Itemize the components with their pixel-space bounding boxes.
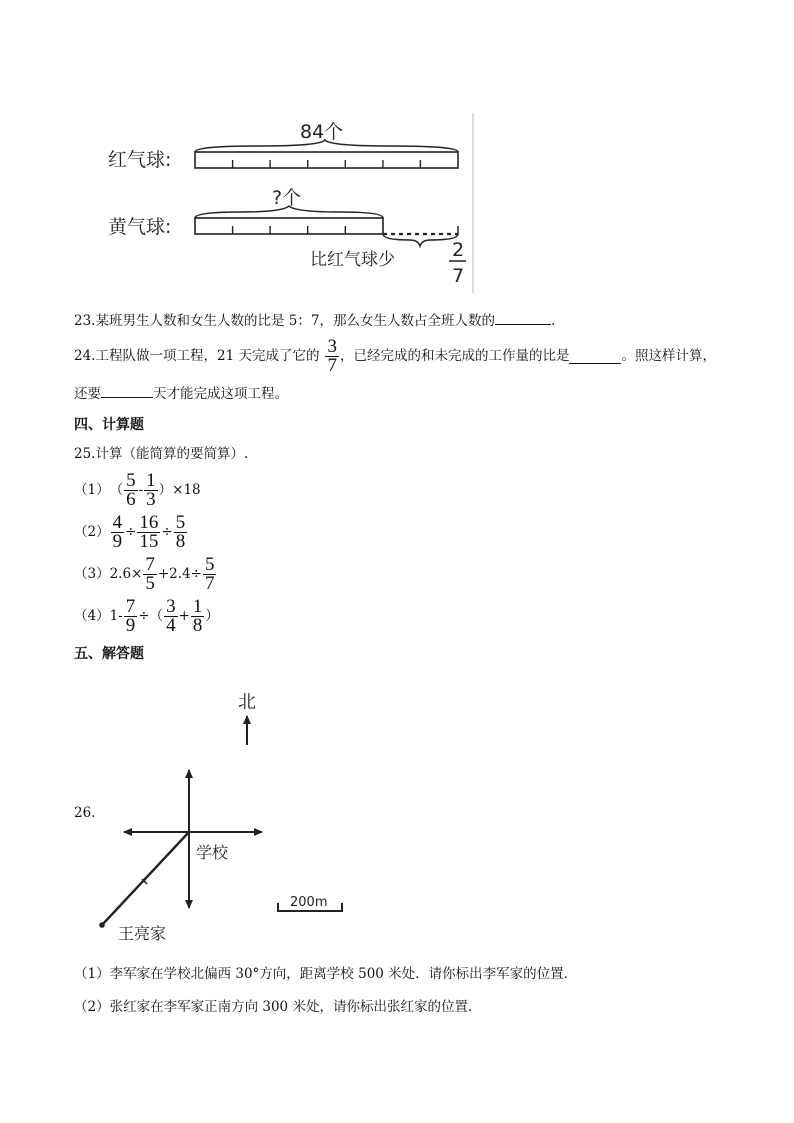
q26-sub-1: （1）李军家在学校北偏西 30°方向，距离学校 500 米处．请你标出李军家的位置． — [74, 966, 578, 982]
q24-text-1: 工程队做一项工程，21 天完成了它的 — [95, 348, 320, 364]
q25-part-3: （3） 2.6× $\frac{7}{5}$ +2.4÷ $\frac{5}{7}$ — [74, 553, 215, 594]
scale-label: 200m — [290, 895, 328, 910]
section-4-title: 四、计算题 — [74, 417, 144, 433]
q23-answer-blank[interactable] — [495, 310, 551, 325]
q24-text-2: ，已经完成的和未完成的工作量的比是 — [339, 348, 570, 364]
school-label: 学校 — [196, 843, 229, 862]
q26-sub-2: （2）张红家在李军家正南方向 300 米处，请你标出张红家的位置． — [74, 999, 482, 1015]
q24-text-5: 天才能完成这项工程。 — [153, 386, 288, 402]
less-fraction-numerator: 2 — [452, 239, 465, 261]
q23-number: 23. — [74, 313, 96, 329]
q23-text: 某班男生人数和女生人数的比是 5：7，那么女生人数占全班人数的 — [95, 313, 495, 329]
less-label: 比红气球少 — [310, 250, 395, 270]
question-23 — [74, 310, 555, 330]
balloon-diagram — [100, 108, 480, 296]
q25-part-4: （4） 1- $\frac{7}{9}$ ÷（ $\frac{3}{4}$ + $\frac{1}{8}$ ） — [74, 595, 219, 636]
q25-text: 计算（能简算的要简算）. — [95, 446, 249, 462]
q25-part-2: （2） $\frac{4}{9}$ ÷ $\frac{16}{15}$ ÷ $\frac{5}{8}$ — [74, 511, 186, 552]
section-5-title: 五、解答题 — [74, 646, 144, 662]
red-balloon-bar — [195, 152, 458, 168]
q25-part-1: （1） （ $\frac{5}{6}$ - $\frac{1}{3}$ ）×18 — [74, 469, 201, 510]
question-25 — [74, 445, 248, 463]
balloon-figure — [100, 108, 480, 296]
q24-fraction: $\frac{3}{7}$ — [327, 335, 337, 376]
q24-text-3: 。照这样计算， — [621, 348, 716, 364]
home-point — [99, 922, 105, 928]
q25-number: 25. — [74, 446, 96, 462]
yellow-bar-ticks — [233, 226, 346, 234]
question-24-line-2 — [74, 383, 288, 403]
yellow-balloon-label: 黄气球: — [108, 216, 172, 238]
q26-map — [92, 680, 352, 942]
q24-number: 24. — [74, 348, 96, 364]
less-fraction-denominator: 7 — [452, 265, 465, 287]
home-label: 王亮家 — [118, 924, 167, 942]
north-label: 北 — [238, 692, 256, 713]
direction-map — [92, 680, 352, 942]
question-24 — [74, 336, 716, 376]
red-bar-ticks — [233, 160, 421, 168]
path-to-home — [102, 832, 189, 925]
red-balloon-value: 84个 — [300, 121, 344, 143]
difference-brace — [383, 234, 458, 246]
yellow-balloon-bar — [195, 218, 383, 234]
yellow-balloon-value: ?个 — [272, 187, 302, 209]
q23-tail: . — [550, 313, 556, 329]
q24-days-blank[interactable] — [101, 383, 153, 398]
q24-ratio-blank[interactable] — [569, 349, 621, 364]
red-balloon-label: 红气球: — [108, 149, 172, 171]
q24-text-4: 还要 — [74, 386, 101, 402]
q26-number: 26. — [74, 805, 96, 821]
